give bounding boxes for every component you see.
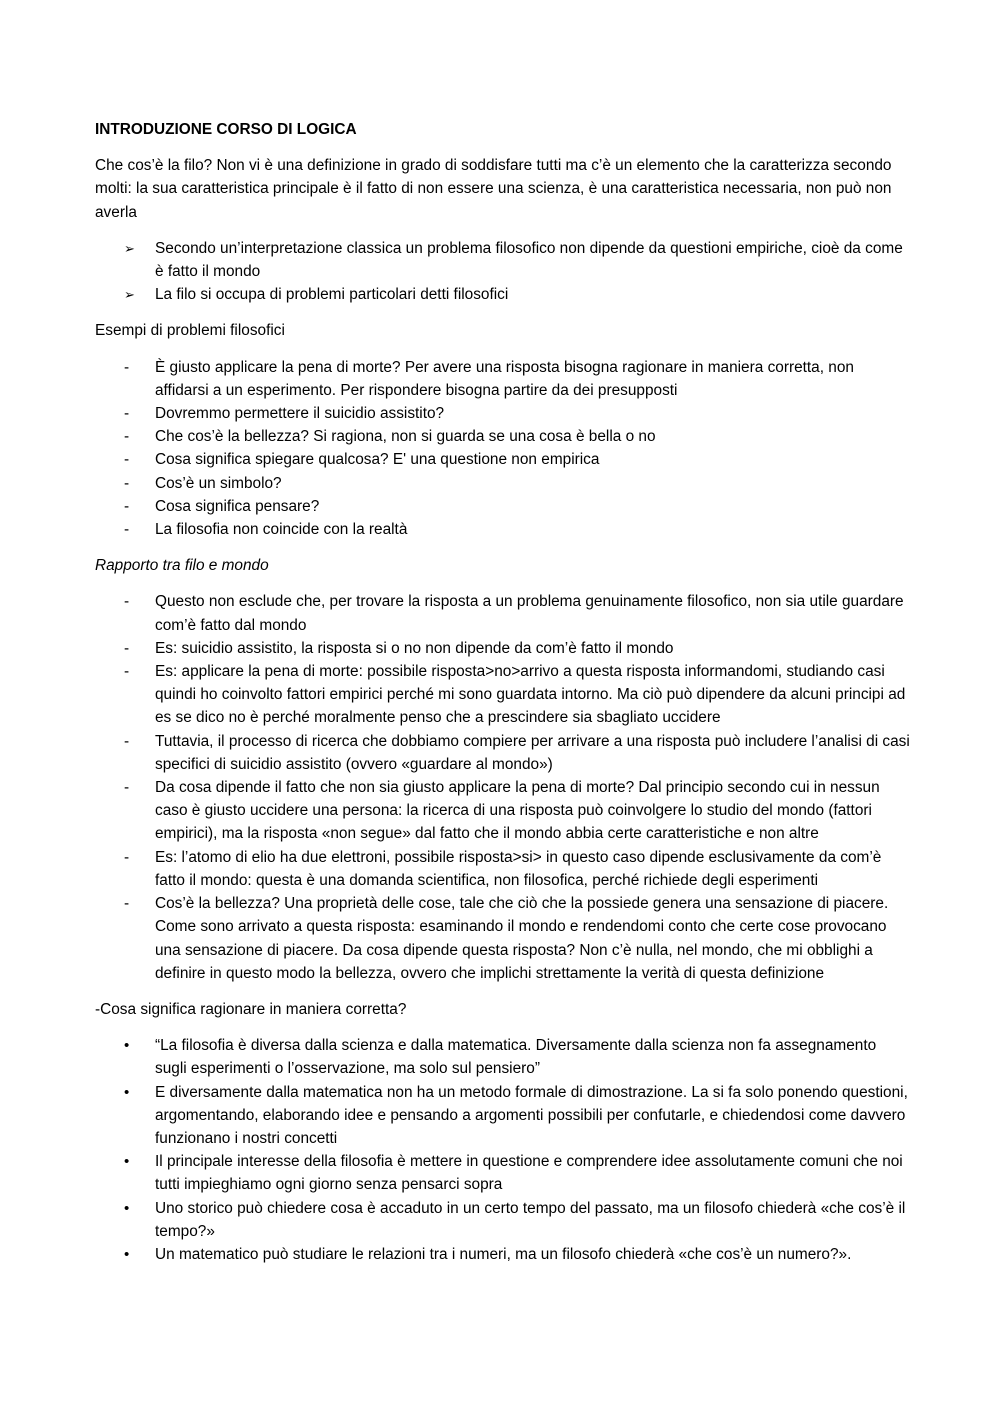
list-item (95, 1150, 910, 1196)
list-item (95, 660, 910, 730)
list-item (95, 730, 910, 776)
dash-bullet-icon: - (124, 451, 130, 469)
document-page (95, 118, 910, 1279)
list-item (95, 518, 910, 541)
intro-paragraph: Che cos’è la filo? Non vi è una definizione in grado di soddisfare tutti ma c’è un elemento che la caratterizza secondo molti: la sua caratteristica principale è il fatto di non essere una scienza, è una caratteristica necessaria, non può non averla (95, 157, 892, 221)
reasoning-list (95, 1034, 910, 1266)
list-item-text: Che cos’è la bellezza? Si ragiona, non si guarda se una cosa è bella o no (155, 428, 656, 446)
list-item (95, 237, 910, 283)
list-item (95, 495, 910, 518)
list-item (95, 1197, 910, 1243)
dash-bullet-icon: - (124, 428, 130, 446)
list-item-text: Cos’è un simbolo? (155, 474, 282, 492)
dot-bullet-icon: • (124, 1245, 130, 1263)
list-item (95, 283, 910, 306)
list-item (95, 776, 910, 846)
arrow-bullet-icon: ➢ (124, 240, 135, 256)
list-item (95, 356, 910, 402)
list-item (95, 637, 910, 660)
list-item-text: Dovremmo permettere il suicidio assistito? (155, 405, 445, 423)
dash-bullet-icon: - (124, 405, 130, 423)
list-item (95, 892, 910, 985)
arrow-bullet-icon: ➢ (124, 287, 135, 303)
document-title: INTRODUZIONE CORSO DI LOGICA (95, 121, 357, 138)
dash-bullet-icon: - (124, 779, 130, 797)
list-item (95, 472, 910, 495)
dash-bullet-icon: - (124, 358, 130, 376)
list-item-text: Il principale interesse della filosofia è mettere in questione e comprendere idee assolutamente comuni che noi tutti impieghiamo ogni giorno senza pensarci sopra (155, 1153, 903, 1194)
dash-bullet-icon: - (124, 663, 130, 681)
list-item-text: La filo si occupa di problemi particolari detti filosofici (155, 286, 509, 304)
dash-bullet-icon: - (124, 639, 130, 657)
dash-bullet-icon: - (124, 521, 130, 539)
dash-bullet-icon: - (124, 474, 130, 492)
list-item-text: “La filosofia è diversa dalla scienza e dalla matematica. Diversamente dalla scienza non fa assegnamento sugli esperimenti o l’osservazione, ma solo sul pensiero” (155, 1037, 877, 1078)
list-item (95, 448, 910, 471)
list-item (95, 590, 910, 636)
dash-bullet-icon: - (124, 732, 130, 750)
list-item-text: La filosofia non coincide con la realtà (155, 521, 408, 539)
reasoning-heading: -Cosa significa ragionare in maniera corretta? (95, 1000, 407, 1018)
dash-bullet-icon: - (124, 895, 130, 913)
list-item (95, 846, 910, 892)
dot-bullet-icon: • (124, 1153, 130, 1171)
dot-bullet-icon: • (124, 1083, 130, 1101)
list-item-text: Es: applicare la pena di morte: possibile risposta>no>arrivo a questa risposta informandomi, studiando casi quindi ho coinvolto fattori empirici perché mi sono guardata intorno. Ma ciò può dipendere da alcuni principi ad es se dico no è perché moralmente penso che a prescindere sia sbagliato uccidere (155, 663, 906, 727)
dash-bullet-icon: - (124, 497, 130, 515)
list-item (95, 1081, 910, 1151)
list-item-text: Es: suicidio assistito, la risposta si o no non dipende da com’è fatto il mondo (155, 639, 674, 657)
list-item (95, 425, 910, 448)
list-item-text: Cosa significa pensare? (155, 497, 320, 515)
list-item-text: Da cosa dipende il fatto che non sia giusto applicare la pena di morte? Dal principio secondo cui in nessun caso è giusto uccidere una persona: la ricerca di una risposta può coinvolgere lo studio del mondo (fattori empirici), ma la risposta «non segue» dal fatto che il mondo abbia certe caratteristiche e non altre (155, 779, 880, 843)
dash-bullet-icon: - (124, 593, 130, 611)
list-item-text: Secondo un’interpretazione classica un problema filosofico non dipende da questioni empiriche, cioè da come è fatto il mondo (155, 239, 903, 281)
list-item-text: Tuttavia, il processo di ricerca che dobbiamo compiere per arrivare a una risposta può includere l’analisi di casi specifici di suicidio assistito (ovvero «guardare al mondo») (155, 732, 910, 773)
list-item-text: Es: l’atomo di elio ha due elettroni, possibile risposta>si> in questo caso dipende esclusivamente da com’è fatto il mondo: questa è una domanda scientifica, non filosofica, perché richiede degli esperimenti (155, 848, 882, 889)
dot-bullet-icon: • (124, 1199, 130, 1217)
list-item (95, 402, 910, 425)
list-item-text: Cosa significa spiegare qualcosa? E' una questione non empirica (155, 451, 600, 469)
list-item-text: Cos’è la bellezza? Una proprietà delle cose, tale che ciò che la possiede genera una sensazione di piacere. Come sono arrivato a questa risposta: esaminando il mondo e rendendomi conto che certe cose provocano una sensazione di piacere. Da cosa dipende questa risposta? Non c’è nulla, nel mondo, che mi obblighi a definire in questo modo la bellezza, ovvero che implichi strettamente la verità di questa definizione (155, 895, 889, 982)
list-item-text: E diversamente dalla matematica non ha un metodo formale di dimostrazione. La si fa solo ponendo questioni, argomentando, elaborando idee e pensando a argomenti possibili per confutarle, e chiedendosi come davvero funzionano i nostri concetti (155, 1083, 908, 1147)
list-item (95, 1243, 910, 1266)
relation-list (95, 590, 910, 984)
list-item (95, 1034, 910, 1080)
list-item-text: Uno storico può chiedere cosa è accaduto in un certo tempo del passato, ma un filosofo chiederà «che cos’è il tempo?» (155, 1199, 906, 1240)
list-item-text: Un matematico può studiare le relazioni tra i numeri, ma un filosofo chiederà «che cos’è un numero?». (155, 1245, 852, 1263)
list-item-text: È giusto applicare la pena di morte? Per avere una risposta bisogna ragionare in maniera corretta, non affidarsi a un esperimento. Per rispondere bisogna partire da dei presupposti (155, 358, 854, 399)
examples-heading: Esempi di problemi filosofici (95, 322, 285, 340)
arrow-list (95, 237, 910, 307)
dot-bullet-icon: • (124, 1037, 130, 1055)
dash-bullet-icon: - (124, 848, 130, 866)
list-item-text: Questo non esclude che, per trovare la risposta a un problema genuinamente filosofico, non sia utile guardare com’è fatto dal mondo (155, 593, 904, 634)
examples-list (95, 356, 910, 542)
relation-heading: Rapporto tra filo e mondo (95, 557, 269, 575)
